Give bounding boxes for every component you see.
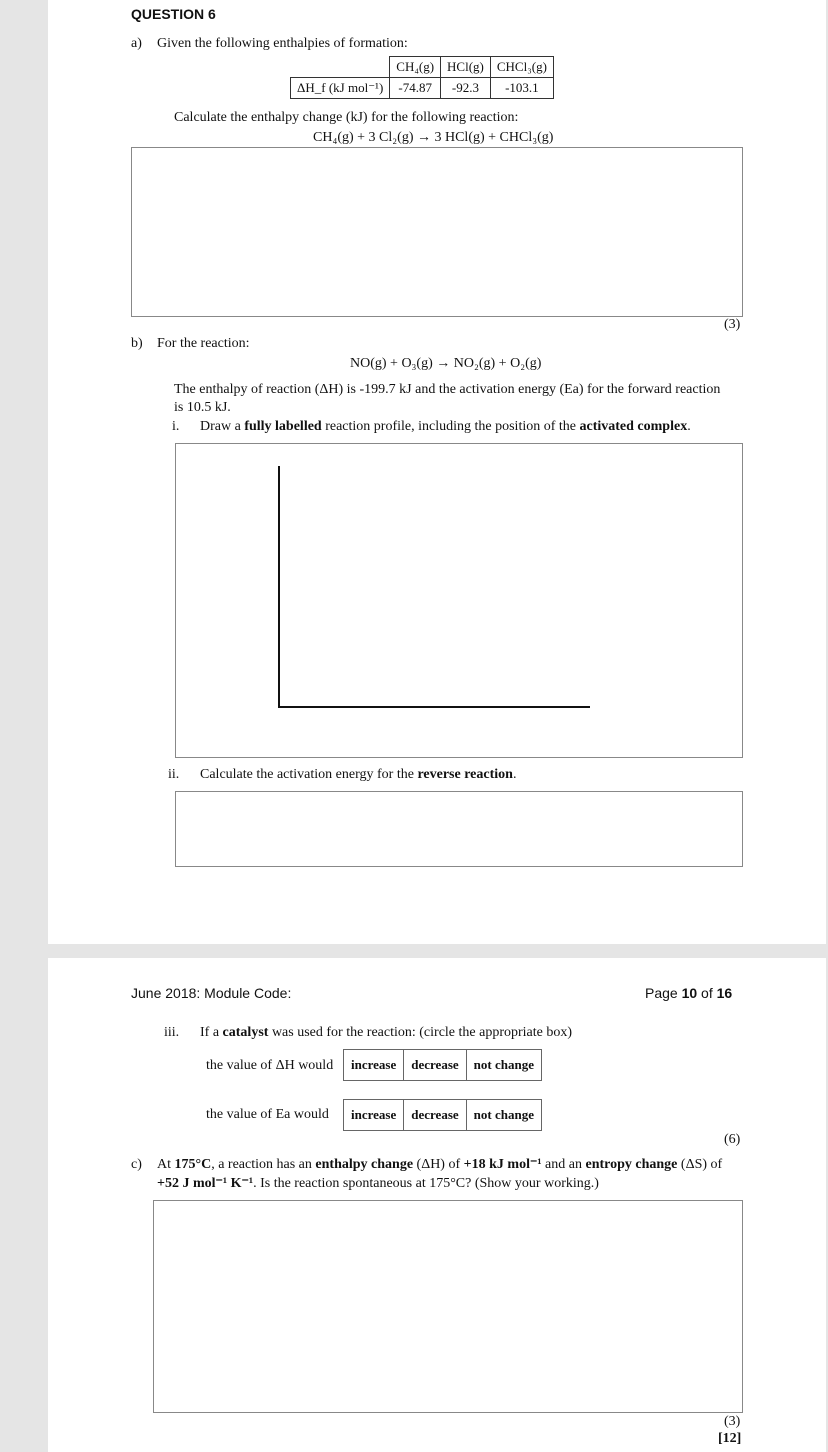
dh-option-decrease[interactable]: decrease xyxy=(404,1050,466,1081)
part-b-info-line1: The enthalpy of reaction (ΔH) is -199.7 kJ and the activation energy (Ea) for the forward reaction xyxy=(174,382,721,397)
page-header-left: June 2018: Module Code: xyxy=(131,985,292,1001)
question-total: [12] xyxy=(718,1431,742,1446)
sub-iii-num: iii. xyxy=(164,1025,180,1040)
x-axis-line xyxy=(278,706,590,708)
enthalpy-table-value-row xyxy=(291,78,554,99)
part-c-line2: +52 J mol⁻¹ K⁻¹. Is the reaction spontaneous at 175°C? (Show your working.) xyxy=(157,1176,599,1191)
part-a-marks: (3) xyxy=(724,317,741,332)
part-c-answer-box[interactable] xyxy=(153,1200,743,1413)
table-value-ch4: -74.87 xyxy=(390,78,441,99)
exam-page-1 xyxy=(48,0,826,944)
row-ea-label: the value of Ea would xyxy=(206,1107,329,1122)
exam-page-2 xyxy=(48,958,826,1452)
sub-i-text: Draw a fully labelled reaction profile, including the position of the activated complex. xyxy=(200,419,691,434)
ea-option-decrease[interactable]: decrease xyxy=(404,1100,466,1131)
dh-option-not-change[interactable]: not change xyxy=(466,1050,541,1081)
sub-ii-text: Calculate the activation energy for the reverse reaction. xyxy=(200,767,517,782)
sub-i-num: i. xyxy=(172,419,180,434)
dh-choice-table xyxy=(343,1049,542,1081)
part-b-marks: (6) xyxy=(724,1132,741,1147)
table-value-hcl: -92.3 xyxy=(441,78,491,99)
part-b-info-line2: is 10.5 kJ. xyxy=(174,400,231,415)
dh-option-increase[interactable]: increase xyxy=(344,1050,404,1081)
part-a-reaction: CH₄(g) + 3 Cl₂(g) → 3 HCl(g) + CHCl₃(g) xyxy=(313,130,554,145)
table-header-hcl: HCl(g) xyxy=(441,57,491,78)
part-a-instruction: Calculate the enthalpy change (kJ) for the following reaction: xyxy=(174,110,519,125)
sub-ii-answer-box[interactable] xyxy=(175,791,743,867)
part-a-answer-box[interactable] xyxy=(131,147,743,317)
ea-choice-table xyxy=(343,1099,542,1131)
part-c-label: c) xyxy=(131,1157,142,1172)
page-header-right: Page 10 of 16 xyxy=(645,985,733,1001)
table-value-chcl3: -103.1 xyxy=(490,78,553,99)
y-axis-line xyxy=(278,466,280,708)
part-b-intro: For the reaction: xyxy=(157,336,250,351)
question-title: QUESTION 6 xyxy=(131,6,216,22)
enthalpy-table-header-row xyxy=(291,57,554,78)
table-row-label: ΔH_f (kJ mol⁻¹) xyxy=(291,78,390,99)
enthalpy-table xyxy=(290,56,554,99)
part-c-marks: (3) xyxy=(724,1414,741,1429)
ea-option-increase[interactable]: increase xyxy=(344,1100,404,1131)
part-b-reaction: NO(g) + O₃(g) → NO₂(g) + O₂(g) xyxy=(350,356,542,371)
reaction-profile-drawing-box[interactable] xyxy=(175,443,743,758)
row-dh-label: the value of ΔH would xyxy=(206,1058,334,1073)
ea-option-not-change[interactable]: not change xyxy=(466,1100,541,1131)
sub-ii-num: ii. xyxy=(168,767,180,782)
table-header-chcl3: CHCl₃(g) xyxy=(490,57,553,78)
sub-iii-text: If a catalyst was used for the reaction: (circle the appropriate box) xyxy=(200,1025,573,1040)
part-a-label: a) xyxy=(131,36,142,51)
part-b-label: b) xyxy=(131,336,143,351)
table-header-ch4: CH₄(g) xyxy=(390,57,441,78)
part-c-line1: At 175°C, a reaction has an enthalpy change (ΔH) of +18 kJ mol⁻¹ and an entropy change (ΔS) of xyxy=(157,1157,723,1172)
part-a-intro: Given the following enthalpies of formation: xyxy=(157,36,408,51)
